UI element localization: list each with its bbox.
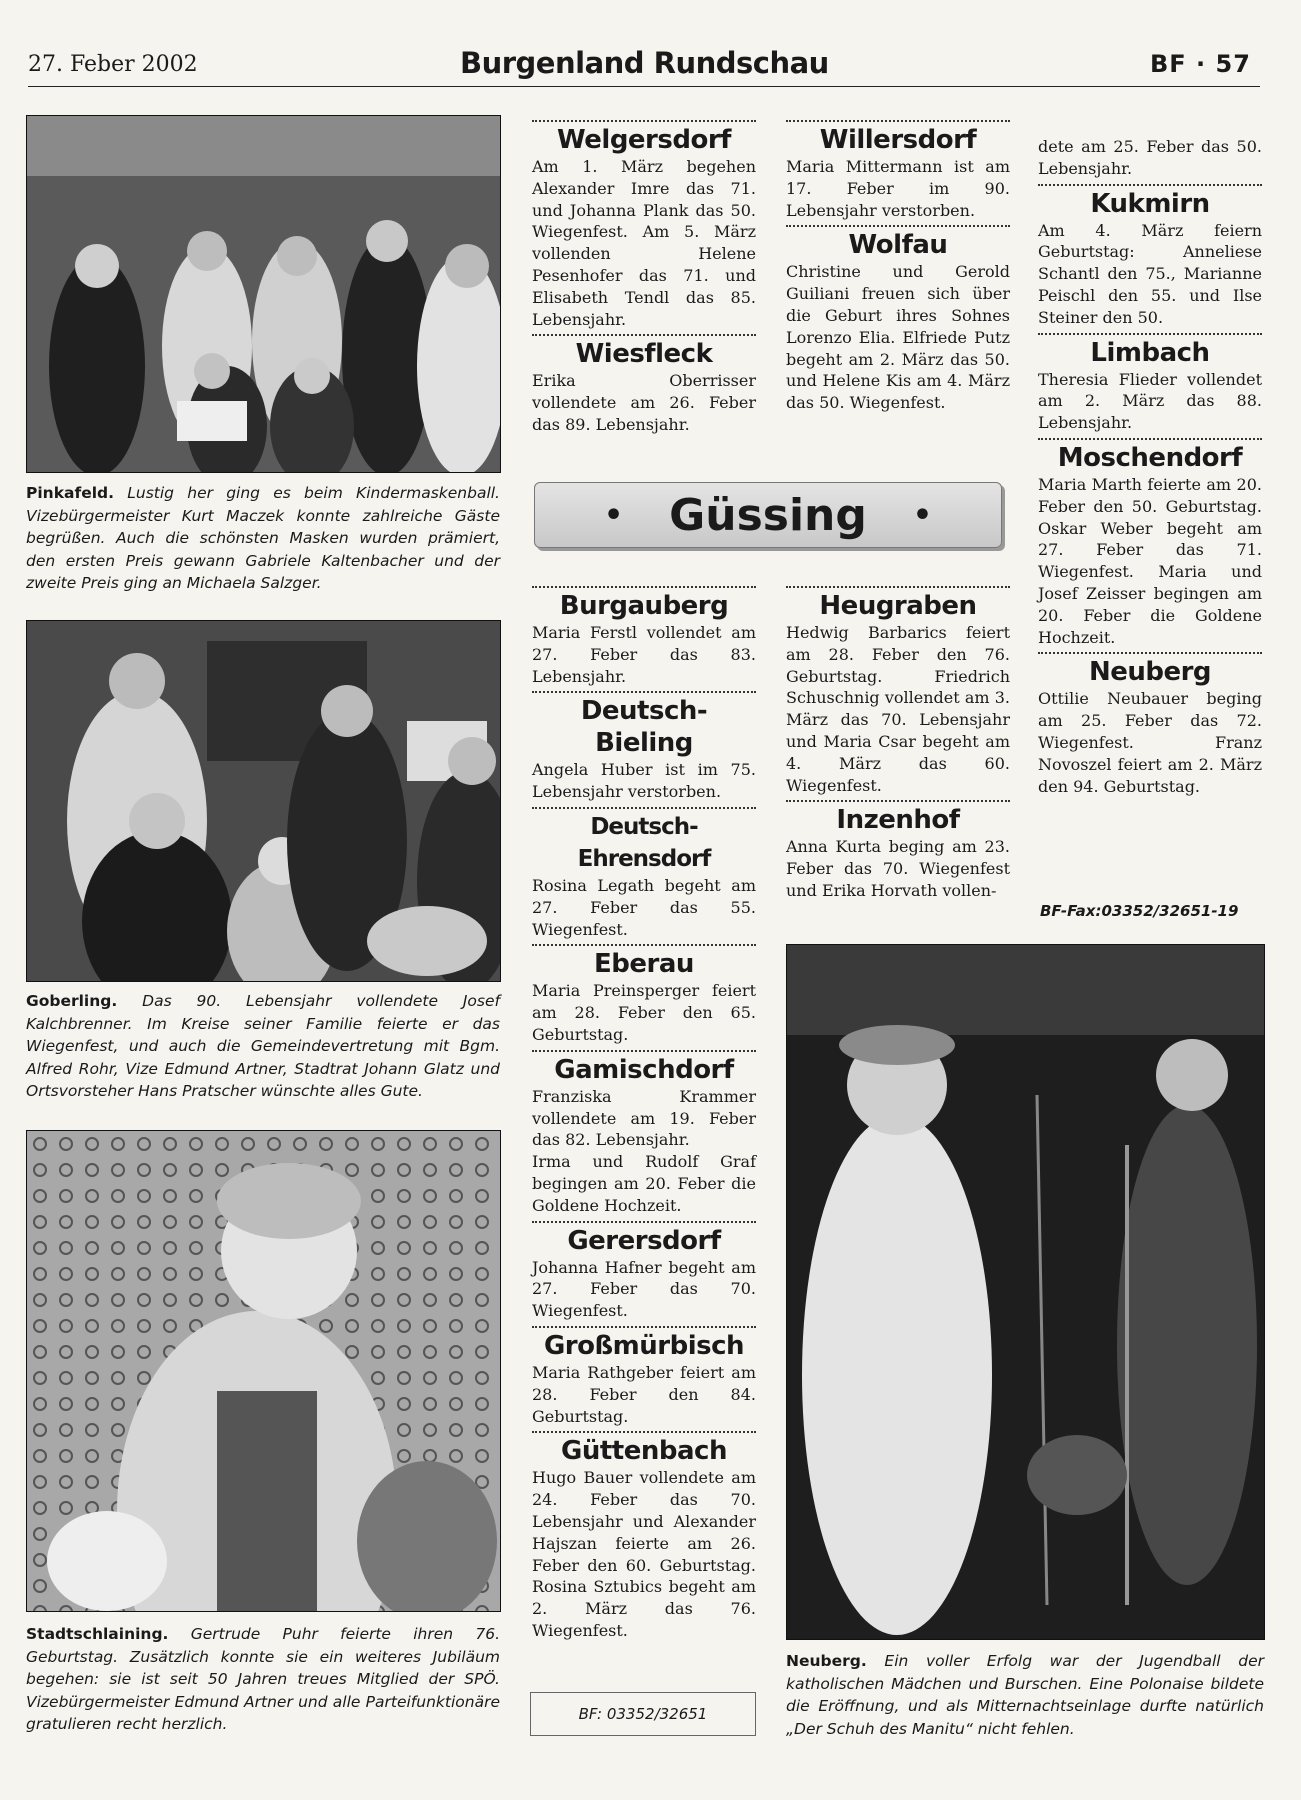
stadtschlaining-photo [26,1130,501,1612]
town-heading: Inzenhof [836,805,960,836]
town-heading: Heugraben [819,591,977,621]
dotted-rule [1038,184,1262,186]
dotted-rule [786,225,1010,227]
caption-text: Ein voller Erfolg war der Jugendball der katholischen Mädchen und Burschen. Eine Polonaise bildete die Eröffnung, und als Mitternachtseinlage durfte natürlich „Der Schuh des Manitu“ nicht fehlen. [786,1652,1264,1738]
dotted-rule [786,800,1010,802]
guessing-column-2 [786,582,1010,902]
dotted-rule [532,586,756,588]
goberling-photo [26,620,501,982]
fax-number: BF-Fax:03352/32651-19 [1040,902,1239,920]
town-entry-text: Maria Rathgeber feiert am 28. Feber den 84. Geburtstag. [532,1362,756,1426]
town-heading: Wolfau [848,230,948,261]
town-entry-text: Christine und Gerold Guiliani freuen sich über die Geburt ihres Sohnes Lorenzo Elia. Elfriede Putz begeht am 2. März das 50. und Helene Kis am 4. März das 50. Wiegenfest. [786,262,1010,413]
town-entry-text: Franziska Krammer vollendete am 19. Feber das 82. Lebensjahr. [532,1086,756,1150]
caption-place: Stadtschlaining. [26,1625,169,1643]
town-heading: Eberau [594,949,694,980]
town-heading: Kukmirn [1090,188,1210,219]
header-rule [28,86,1260,87]
pinkafeld-caption [26,482,500,595]
guessing-column-1 [532,582,756,1642]
town-entry-text: Theresia Flieder vollendet am 2. März das 88. Lebensjahr. [1038,369,1262,433]
column-willersdorf [786,116,1010,414]
fax-box: BF: 03352/32651 [530,1692,756,1736]
portrait-photo-icon [27,1131,500,1611]
caption-text: Gertrude Puhr feierte ihren 76. Geburtstag. Zusätzlich konnte sie ein weiteres Jubiläum begehen: sie ist seit 50 Jahren treues Mitglied der SPÖ. Vizebürgermeister Edmund Artner und alle Parteifunktionäre gratulieren recht herzlich. [26,1625,500,1733]
dotted-rule [532,944,756,946]
town-heading: Gerersdorf [567,1225,721,1256]
caption-text: Lustig her ging es beim Kindermaskenball. Vizebürgermeister Kurt Maczek konnte zahlreiche Gäste begrüßen. Auch die schönsten Masken wurden prämiert, den ersten Preis gewann Gabriele Kaltenbacher und der zweite Preis ging an Michaela Salzger. [26,484,500,592]
dotted-rule [532,807,756,809]
caption-place: Goberling. [26,992,118,1010]
town-entry-text: Ottilie Neubauer beging am 25. Feber das 72. Wiegenfest. Franz Novoszel feiert am 2. März den 94. Geburtstag. [1038,689,1262,796]
town-entry-text: Johanna Hafner begeht am 27. Feber das 70. Wiegenfest. [532,1257,756,1321]
goberling-caption [26,990,500,1103]
town-heading: Welgersdorf [557,125,731,155]
pinkafeld-photo [26,115,501,473]
guessing-banner [534,482,1002,548]
town-heading: Wiesfleck [575,339,713,370]
column-right [1038,136,1262,797]
town-entry-text: Hugo Bauer vollendete am 24. Feber das 70. Lebensjahr und Alexander Hajszan feierte am 26. Feber den 60. Geburtstag. Rosina Sztubics begeht am 2. März das 76. Wiegenfest. [532,1468,756,1640]
town-heading: Limbach [1090,337,1210,368]
town-heading: Gamischdorf [554,1054,734,1085]
town-entry-text: Anna Kurta beging am 23. Feber das 70. Wiegenfest und Erika Horvath vollen- [786,837,1010,900]
stadtschlaining-caption [26,1623,500,1736]
neuberg-photo [786,944,1265,1640]
town-heading: Großmürbisch [543,1330,745,1361]
dotted-rule [786,586,1010,588]
dotted-rule [1038,438,1262,440]
banner-bullet: • [603,497,624,533]
town-entry-text: Erika Oberrisser vollendete am 26. Feber das 89. Lebensjahr. [532,371,756,434]
dotted-rule [532,120,756,122]
caption-place: Neuberg. [786,1652,867,1670]
town-heading: Moschendorf [1057,442,1243,473]
banner-title: Güssing [669,489,867,541]
town-heading: Burgauberg [559,591,729,621]
dotted-rule [532,1050,756,1052]
column-welgersdorf [532,116,756,436]
page-number: BF · 57 [1150,50,1251,78]
issue-date: 27. Feber 2002 [28,52,198,77]
town-heading: Neuberg [1088,657,1212,688]
dotted-rule [1038,652,1262,654]
town-entry-text: Am 1. März begehen Alexander Imre das 71. und Johanna Plank das 50. Wiegenfest. Am 5. März vollenden Helene Pesenhofer das 71. und Elisabeth Tendl das 85. Lebensjahr. [532,157,756,329]
caption-place: Pinkafeld. [26,484,115,502]
town-entry-text: Hedwig Barbarics feiert am 28. Feber den 76. Geburtstag. Friedrich Schuschnig vollendet am 3. März das 70. Lebensjahr und Maria Csar begeht am 4. März das 60. Wiegenfest. [786,623,1010,795]
group-photo-icon [27,116,500,472]
town-heading: Deutsch-Bieling [580,696,708,759]
caption-text: Das 90. Lebensjahr vollendete Josef Kalchbrenner. Im Kreise seiner Familie feierte er das Wiegenfest, und auch die Gemeindevertretung mit Bgm. Alfred Rohr, Vize Edmund Artner, Stadtrat Johann Glatz und Ortsvorsteher Hans Pratscher wünschte alles Gute. [26,992,500,1100]
town-heading: Willersdorf [819,125,977,155]
town-heading: Deutsch-Ehrensdorf [577,813,711,872]
town-entry-text: Maria Preinsperger feiert am 28. Feber den 65. Geburtstag. [532,981,756,1044]
dotted-rule [532,334,756,336]
dotted-rule [532,1326,756,1328]
dotted-rule [786,120,1010,122]
town-entry-text: Irma und Rudolf Graf begingen am 20. Feber die Goldene Hochzeit. [532,1152,756,1215]
dotted-rule [532,691,756,693]
group-photo-icon [27,621,500,981]
town-entry-text: Angela Huber ist im 75. Lebensjahr verstorben. [532,760,756,802]
town-entry-text: Maria Mittermann ist am 17. Feber im 90. Lebensjahr verstorben. [786,157,1010,220]
dotted-rule [532,1431,756,1433]
continuation-text: dete am 25. Feber das 50. Lebensjahr. [1038,137,1262,178]
stage-photo-icon [787,945,1264,1639]
town-heading: Güttenbach [561,1436,727,1467]
town-entry-text: Maria Marth feierte am 20. Feber den 50. Geburtstag. Oskar Weber begeht am 27. Feber das 71. Wiegenfest. Maria und Josef Zeisser begingen am 20. Feber die Goldene Hochzeit. [1038,474,1262,647]
town-entry-text: Rosina Legath begeht am 27. Feber das 55. Wiegenfest. [532,875,756,939]
town-entry-text: Maria Ferstl vollendet am 27. Feber das 83. Lebensjahr. [532,623,756,686]
newspaper-title: Burgenland Rundschau [460,46,829,80]
neuberg-caption [786,1650,1264,1740]
dotted-rule [1038,333,1262,335]
dotted-rule [532,1221,756,1223]
town-entry-text: Am 4. März feiern Geburtstag: Anneliese Schantl den 75., Marianne Peischl den 55. und Ilse Steiner den 50. [1038,220,1262,327]
banner-bullet: • [912,497,933,533]
